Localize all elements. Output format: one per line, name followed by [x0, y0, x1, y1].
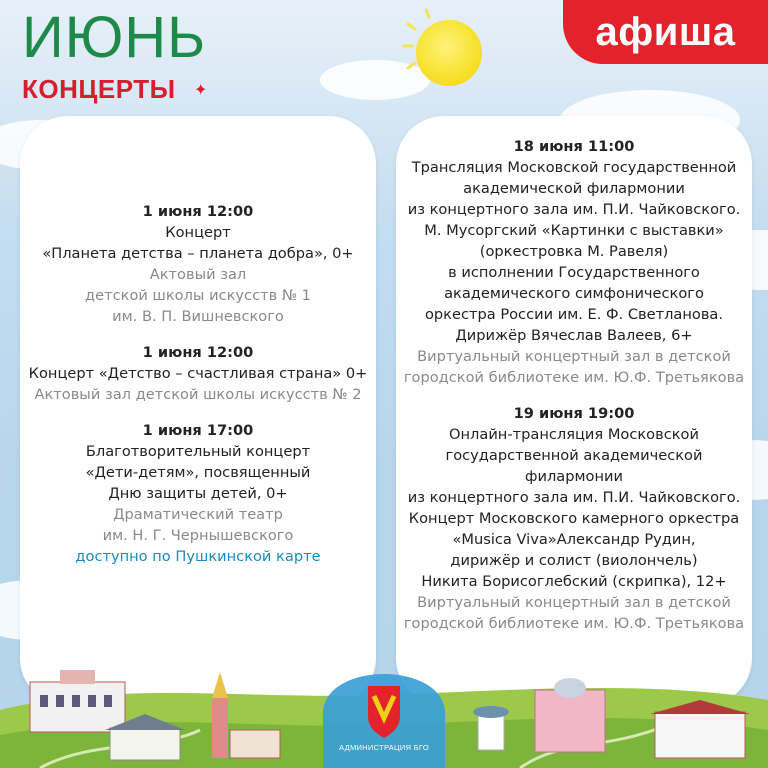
- administration-label: АДМИНИСТРАЦИЯ БГО: [339, 743, 429, 752]
- event-text: из концертного зала им. П.И. Чайковского.: [407, 489, 741, 506]
- event-date: 19 июня 19:00: [513, 405, 635, 422]
- event-text: оркестра России им. Е. Ф. Светланова.: [424, 306, 724, 323]
- gazebo: [473, 706, 509, 750]
- event-venue: Актовый зал детской школы искусств № 2: [34, 386, 362, 403]
- event-venue: им. В. П. Вишневского: [112, 308, 284, 325]
- right-events-list: [396, 136, 752, 649]
- event-date: 18 июня 11:00: [513, 138, 635, 155]
- event-date: 1 июня 12:00: [142, 344, 254, 361]
- pushkin-card-link[interactable]: доступно по Пушкинской карте: [75, 548, 321, 565]
- event-text: «Планета детства – планета добра», 0+: [42, 245, 354, 262]
- left-events-list: [20, 201, 376, 582]
- afisha-badge: афиша: [563, 0, 768, 64]
- event-text: Дню защиты детей, 0+: [108, 485, 288, 502]
- event-text: государственной академической филармонии: [445, 447, 703, 485]
- event-item: [396, 403, 752, 634]
- event-text: Трансляция Московской государственной: [411, 159, 737, 176]
- event-venue: Виртуальный концертный зал в детской: [417, 348, 731, 365]
- event-text: академического симфонического: [444, 285, 704, 302]
- event-item: [396, 136, 752, 388]
- administration-logo: [323, 668, 445, 768]
- event-text: в исполнении Государственного: [448, 264, 700, 281]
- event-text: из концертного зала им. П.И. Чайковского.: [407, 201, 741, 218]
- month-title: ИЮНЬ: [22, 5, 207, 70]
- event-venue: городской библиотеке им. Ю.Ф. Третьякова: [403, 369, 745, 386]
- sparkle-icon: ✦: [194, 80, 208, 99]
- event-text: Благотворительный концерт: [85, 443, 311, 460]
- event-venue: городской библиотеке им. Ю.Ф. Третьякова: [403, 615, 745, 632]
- event-text: Концерт: [165, 224, 231, 241]
- event-venue: Актовый зал: [149, 266, 247, 283]
- event-item: [20, 342, 376, 405]
- building-left: [30, 670, 125, 732]
- event-text: Онлайн-трансляция Московской: [449, 426, 699, 443]
- event-venue: детской школы искусств № 1: [85, 287, 311, 304]
- event-date: 1 июня 17:00: [142, 422, 254, 439]
- event-item: [20, 420, 376, 567]
- event-date: 1 июня 12:00: [142, 203, 254, 220]
- event-text: (оркестровка М. Равеля): [479, 243, 669, 260]
- event-text: Концерт «Детство – счастливая страна» 0+: [28, 365, 368, 382]
- event-item: [20, 201, 376, 327]
- event-text: М. Мусоргский «Картинки с выставки»: [424, 222, 724, 239]
- event-text: «Musica Viva»Александр Рудин,: [452, 531, 696, 548]
- sun-icon: [416, 20, 482, 86]
- event-text: Дирижёр Вячеслав Валеев, 6+: [455, 327, 693, 344]
- category-title: КОНЦЕРТЫ: [22, 74, 176, 104]
- event-text: дирижёр и солист (виолончель): [450, 552, 698, 569]
- event-text: Концерт Московского камерного оркестра: [408, 510, 740, 527]
- event-venue: Драматический театр: [113, 506, 283, 523]
- event-text: академической филармонии: [463, 180, 685, 197]
- event-text: «Дети-детям», посвященный: [85, 464, 311, 481]
- event-venue: Виртуальный концертный зал в детской: [417, 594, 731, 611]
- event-venue: им. Н. Г. Чернышевского: [102, 527, 294, 544]
- event-text: Никита Борисоглебский (скрипка), 12+: [421, 573, 727, 590]
